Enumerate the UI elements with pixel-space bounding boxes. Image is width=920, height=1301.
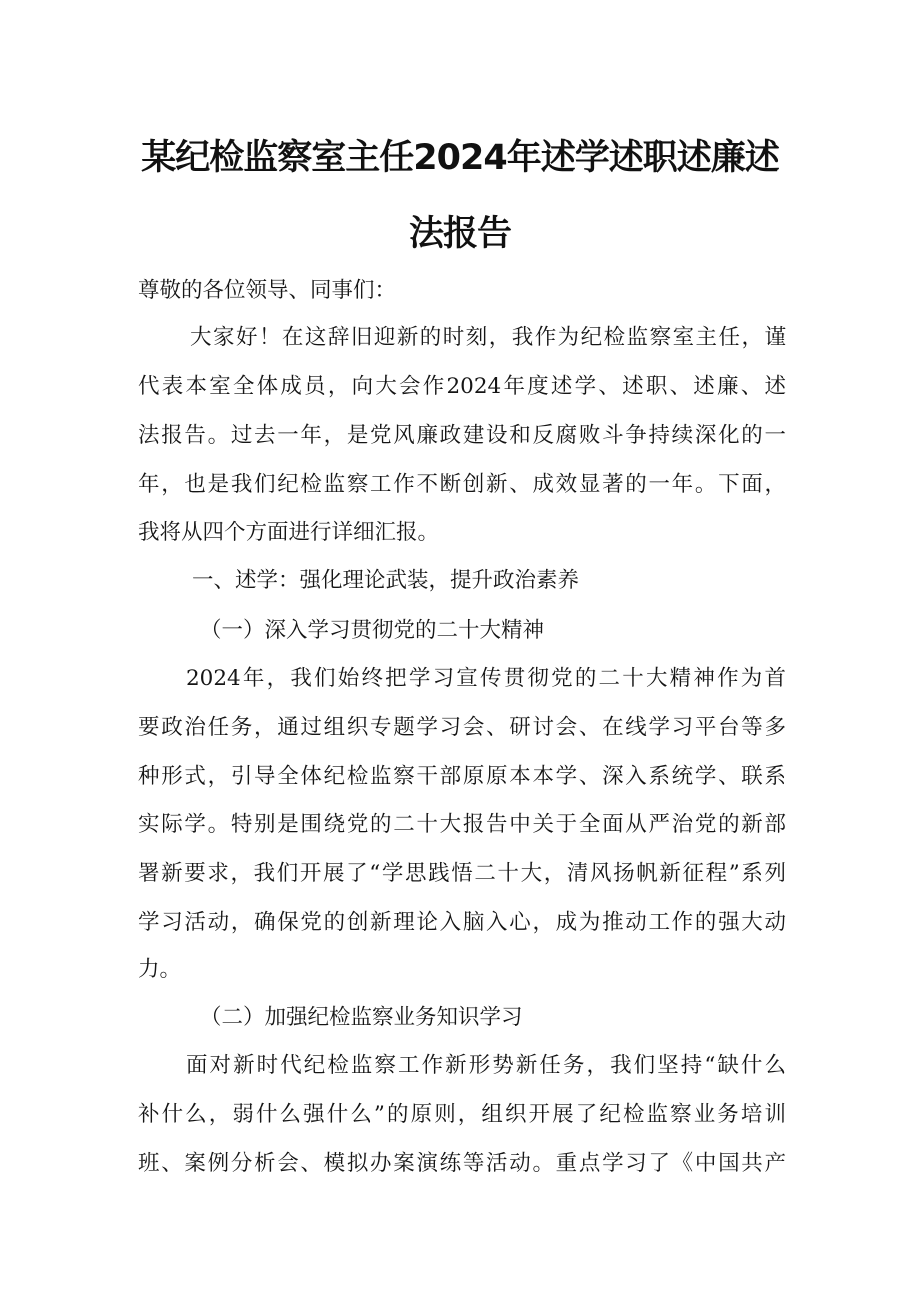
intro-line: 我将从四个方面进行详细汇报。 [138, 520, 440, 545]
salutation: 尊敬的各位领导、同事们： [138, 278, 397, 303]
subsection-2-heading: （二）加强纪检监察业务知识学习 [200, 1005, 523, 1030]
sub2-paragraph-line: 补什么，弱什么强什么”的原则，组织开展了纪检监察业务培训 [138, 1102, 786, 1127]
sub1-paragraph-line: 学习活动，确保党的创新理论入脑入心，成为推动工作的强大动 [138, 910, 786, 935]
intro-line: 年，也是我们纪检监察工作不断创新、成效显著的一年。下面， [138, 472, 786, 497]
sub1-paragraph-line: 种形式，引导全体纪检监察干部原原本本学、深入系统学、联系 [138, 764, 786, 789]
document-title-line-2: 法报告 [408, 214, 511, 254]
section-1-heading: 一、述学：强化理论武装，提升政治素养 [192, 568, 580, 593]
sub1-paragraph-line: 实际学。特别是围绕党的二十大报告中关于全面从严治党的新部 [138, 812, 786, 837]
intro-line: 法报告。过去一年，是党风廉政建设和反腐败斗争持续深化的一 [138, 423, 786, 448]
sub1-paragraph-line: 力。 [138, 957, 182, 982]
sub2-paragraph-line: 面对新时代纪检监察工作新形势新任务，我们坚持“缺什么 [186, 1053, 786, 1078]
sub2-paragraph-line: 班、案例分析会、模拟办案演练等活动。重点学习了《中国共产 [138, 1151, 786, 1176]
intro-line: 大家好！在这辞旧迎新的时刻，我作为纪检监察室主任，谨 [190, 325, 786, 350]
sub1-paragraph-line: 署新要求，我们开展了“学思践悟二十大，清风扬帆新征程”系列 [138, 861, 786, 886]
subsection-1-heading: （一）深入学习贯彻党的二十大精神 [200, 618, 545, 643]
sub1-paragraph-line: 2024年，我们始终把学习宣传贯彻党的二十大精神作为首 [186, 666, 786, 691]
sub1-paragraph-line: 要政治任务，通过组织专题学习会、研讨会、在线学习平台等多 [138, 715, 786, 740]
document-title-line-1: 某纪检监察室主任2024年述学述职述廉述 [141, 138, 779, 178]
intro-line: 代表本室全体成员，向大会作2024年度述学、述职、述廉、述 [138, 374, 786, 399]
